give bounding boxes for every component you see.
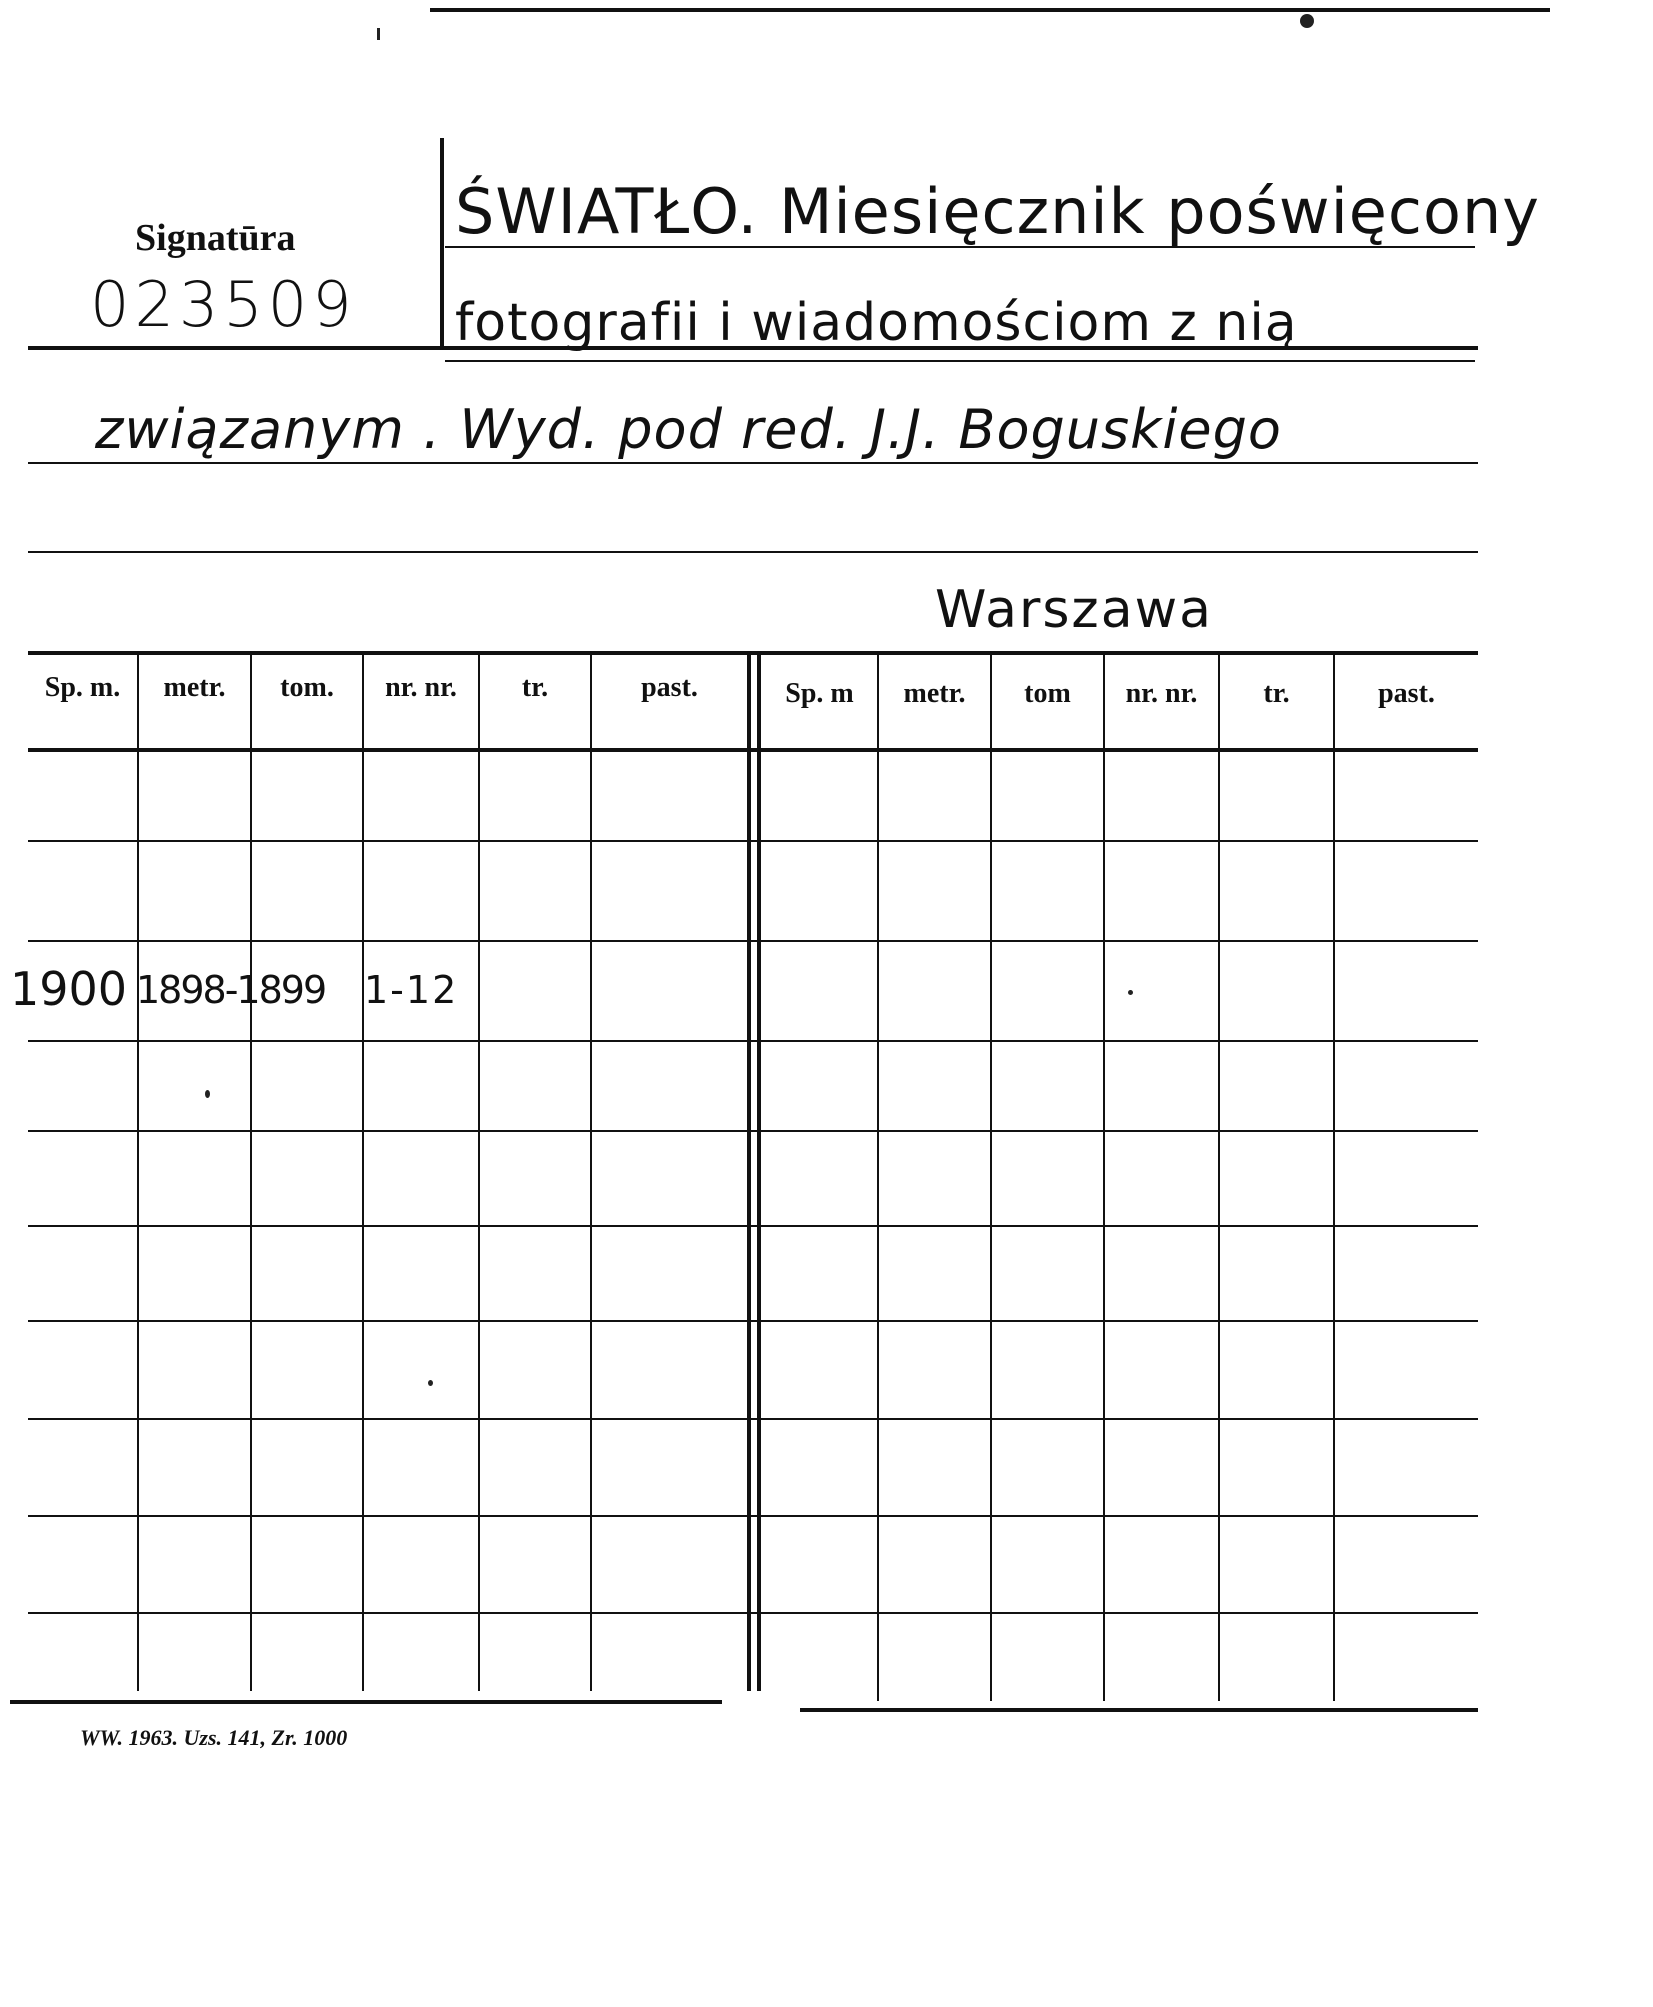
row-rule — [28, 1612, 1478, 1614]
blank-rule — [28, 551, 1478, 553]
col-line — [478, 651, 480, 1691]
table-top-rule — [28, 651, 1478, 655]
col-line — [362, 651, 364, 1691]
table-header-rule — [28, 748, 1478, 752]
scan-speck — [1128, 990, 1133, 995]
header-tom: tom. — [280, 672, 334, 703]
printer-mark: WW. 1963. Uzs. 141, Zr. 1000 — [80, 1725, 348, 1750]
col-line — [250, 651, 252, 1691]
scan-speck — [428, 1380, 433, 1386]
header-tom-right: tom — [1024, 678, 1071, 709]
header-tr-right: tr. — [1263, 678, 1290, 709]
col-line — [1333, 651, 1335, 1701]
col-line — [137, 651, 139, 1691]
row-rule — [28, 1515, 1478, 1517]
row-rule — [28, 1225, 1478, 1227]
col-line — [1218, 651, 1220, 1701]
header-metr: metr. — [163, 672, 226, 703]
title-line-2: fotografii i wiadomościom z nią — [455, 293, 1298, 353]
card-top-edge — [430, 8, 1550, 12]
row-rule — [28, 1040, 1478, 1042]
col-line — [590, 651, 592, 1691]
header-past-right: past. — [1378, 678, 1435, 709]
col-line — [1103, 651, 1105, 1701]
table-bottom-rule-right — [800, 1708, 1478, 1712]
row-rule — [28, 1418, 1478, 1420]
title-underline-1 — [445, 246, 1475, 248]
title-underline-3 — [28, 462, 1478, 464]
scan-speck — [377, 28, 380, 40]
col-line — [990, 651, 992, 1701]
row-rule — [28, 940, 1478, 942]
header-rule — [28, 346, 1478, 350]
header-tr: tr. — [521, 672, 549, 703]
center-divider — [757, 651, 761, 1691]
scan-speck — [1300, 14, 1314, 28]
title-line-1: ŚWIATŁO. Miesięcznik poświęcony — [455, 175, 1540, 248]
header-metr-right: metr. — [903, 678, 966, 709]
row-rule — [28, 1130, 1478, 1132]
header-past: past. — [641, 672, 698, 703]
header-nr-nr: nr. nr. — [385, 672, 457, 703]
entry-sp-m: 1900 — [10, 962, 128, 1016]
center-divider — [747, 651, 751, 1691]
title-underline-2 — [445, 360, 1475, 362]
entry-metr: 1898-1899 — [136, 968, 326, 1012]
entry-nr-nr: 1-12 — [364, 968, 459, 1012]
header-nr-nr-right: nr. nr. — [1125, 678, 1198, 709]
row-rule — [28, 1320, 1478, 1322]
signature-number: 023509 — [90, 268, 357, 341]
title-bar — [440, 138, 444, 346]
table-bottom-rule-left — [10, 1700, 722, 1704]
header-sp-m: Sp. m. — [44, 672, 121, 703]
header-sp-m-right: Sp. m — [785, 678, 854, 709]
row-rule — [28, 840, 1478, 842]
place-of-publication: Warszawa — [935, 580, 1213, 640]
signature-label: Signatūra — [135, 217, 296, 259]
title-line-3: związanym . Wyd. pod red. J.J. Boguskiego — [95, 398, 1282, 461]
col-line — [877, 651, 879, 1701]
scan-speck — [205, 1090, 210, 1098]
